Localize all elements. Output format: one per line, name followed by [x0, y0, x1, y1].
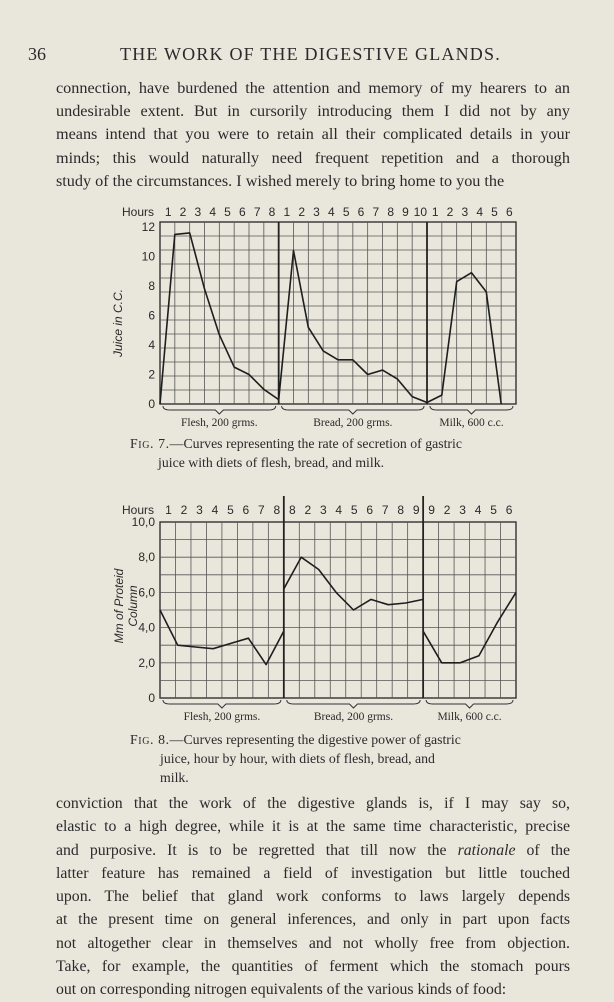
text-line: conviction that the work of the digestive glands is, if I may say so, [56, 795, 570, 812]
text-line: connection, have burdened the attention and memory of my hearers to an [56, 79, 570, 97]
y-tick-label: 8,0 [138, 550, 155, 565]
hour-tick-label: 3 [319, 503, 327, 517]
hour-tick-label: 2 [443, 503, 451, 517]
hour-tick-label: 9 [428, 503, 435, 517]
hour-tick-label: 6 [505, 503, 513, 517]
panel-label: Flesh, 200 grms. [183, 711, 261, 723]
hour-tick-label: 4 [476, 205, 484, 219]
hour-tick-label: 1 [431, 205, 439, 219]
hour-tick-label: 3 [459, 503, 466, 517]
hour-tick-label: 6 [238, 205, 246, 219]
figure-8-caption-line: —Curves representing the digestive power of gastric [169, 732, 461, 747]
hour-tick-label: 8 [268, 205, 276, 219]
text-line: out on corresponding nitrogen equivalents of the various kinds of food: [56, 981, 507, 999]
hour-tick-label: 8 [397, 503, 405, 517]
hour-tick-label: 9 [402, 205, 409, 219]
hour-tick-label: 4 [209, 205, 217, 219]
hour-tick-label: 4 [335, 503, 343, 517]
text-line: Take, for example, the quantities of ferment which the stomach pours [56, 958, 570, 976]
figure-8-caption-line: milk. [160, 770, 189, 785]
y-tick-label: 6 [148, 308, 155, 323]
hour-tick-label: 2 [446, 205, 454, 219]
hour-tick-label: 2 [180, 503, 188, 517]
hour-tick-label: 2 [298, 205, 306, 219]
hours-label: Hours [121, 503, 154, 517]
hour-tick-label: 1 [283, 205, 291, 219]
hour-tick-label: 3 [194, 205, 202, 219]
hour-tick-label: 5 [224, 205, 231, 219]
text-line: upon. The belief that gland work conforms to laws largely depends [56, 888, 570, 906]
hour-tick-label: 5 [350, 503, 358, 517]
panel-label: Flesh, 200 grms. [180, 417, 258, 429]
hour-tick-label: 7 [381, 503, 389, 517]
text-line: study of the circumstances. I wished merely to bring home to you the [56, 171, 505, 190]
hour-tick-label: 6 [242, 503, 250, 517]
hour-tick-label: 4 [327, 205, 335, 219]
y-tick-label: 10 [141, 249, 155, 264]
y-tick-label: 12 [141, 220, 155, 234]
figure-8-caption [130, 730, 461, 787]
hour-tick-label: 3 [313, 205, 320, 219]
hour-tick-label: 5 [227, 503, 234, 517]
hour-tick-label: 5 [490, 503, 497, 517]
hour-tick-label: 3 [196, 503, 203, 517]
hour-tick-label: 4 [474, 503, 482, 517]
hour-tick-label: 8 [288, 503, 296, 517]
y-tick-label: 0 [148, 691, 155, 705]
hour-tick-label: 8 [273, 503, 281, 517]
page-number: 36 [28, 44, 46, 64]
y-axis-label: Mm of Proteid [112, 568, 126, 644]
y-axis-label: Juice in C.C. [111, 288, 125, 358]
text-line: not altogether clear in themselves and not wholly free from objection. [56, 934, 570, 952]
hour-tick-label: 6 [366, 503, 374, 517]
y-tick-label: 8 [148, 279, 155, 293]
hour-tick-label: 7 [258, 503, 265, 517]
panel-label: Bread, 200 grms. [313, 417, 393, 429]
figure-7-caption-line: —Curves representing the rate of secretion of gastric [169, 436, 462, 451]
y-tick-label: 4 [148, 338, 155, 352]
hour-tick-label: 9 [412, 503, 420, 517]
panel-label: Milk, 600 c.c. [437, 711, 502, 723]
hour-tick-label: 2 [304, 503, 312, 517]
y-tick-label: 6,0 [138, 585, 155, 600]
hour-tick-label: 1 [164, 205, 172, 219]
hour-tick-label: 1 [165, 503, 172, 517]
text-line: elastic to a high degree, while it is at the same time characteristic, precise [56, 818, 570, 836]
y-tick-label: 2,0 [138, 655, 155, 670]
text-line: means intend that you were to retain all their complicated details in your [56, 125, 570, 144]
hour-tick-label: 6 [505, 205, 513, 219]
y-tick-label: 4,0 [138, 620, 155, 635]
running-title: THE WORK OF THE DIGESTIVE GLANDS. [120, 44, 501, 64]
hour-tick-label: 8 [387, 205, 395, 219]
hour-tick-label: 7 [372, 205, 380, 219]
y-tick-label: 2 [148, 367, 155, 382]
series-line-bread [284, 557, 423, 610]
hour-tick-label: 3 [461, 205, 469, 219]
panel-brace [163, 700, 281, 708]
panel-label: Milk, 600 c.c. [439, 417, 504, 429]
hour-tick-label: 5 [491, 205, 498, 219]
figure-7-caption-line: juice with diets of flesh, bread, and milk. [158, 455, 385, 470]
y-tick-label: 0 [148, 397, 155, 411]
y-tick-label: 10,0 [131, 515, 155, 529]
hour-tick-label: 5 [342, 205, 350, 219]
hour-tick-label: 7 [253, 205, 261, 219]
figure-8-label: Fig. 8. [130, 732, 170, 747]
text-line: at the present time on general inferences, and only in part upon facts [56, 911, 570, 929]
hour-tick-label: 10 [413, 205, 428, 219]
y-axis-label: Column [126, 585, 140, 627]
text-line: minds; this would naturally need frequent repetition and a thorough [56, 148, 570, 167]
hours-label: Hours [121, 205, 154, 219]
hour-tick-label: 6 [357, 205, 365, 219]
figure-8-caption-line: juice, hour by hour, with diets of flesh, bread, and [160, 751, 435, 766]
panel-label: Bread, 200 grms. [313, 711, 394, 723]
hour-tick-label: 2 [179, 205, 187, 219]
panel-brace [426, 700, 513, 708]
panel-brace [287, 700, 420, 708]
hour-tick-label: 4 [211, 503, 219, 517]
text-line: and purposive. It is to be regretted that till now the rationale of the [56, 841, 571, 859]
body-paragraph-bottom [56, 792, 570, 1002]
text-line: latter feature has remained a field of investigation but little touched [56, 864, 570, 882]
figure-7-label: Fig. 7. [130, 436, 170, 451]
text-line: undesirable extent. But in cursorily introducing them I did not by any [56, 102, 570, 121]
